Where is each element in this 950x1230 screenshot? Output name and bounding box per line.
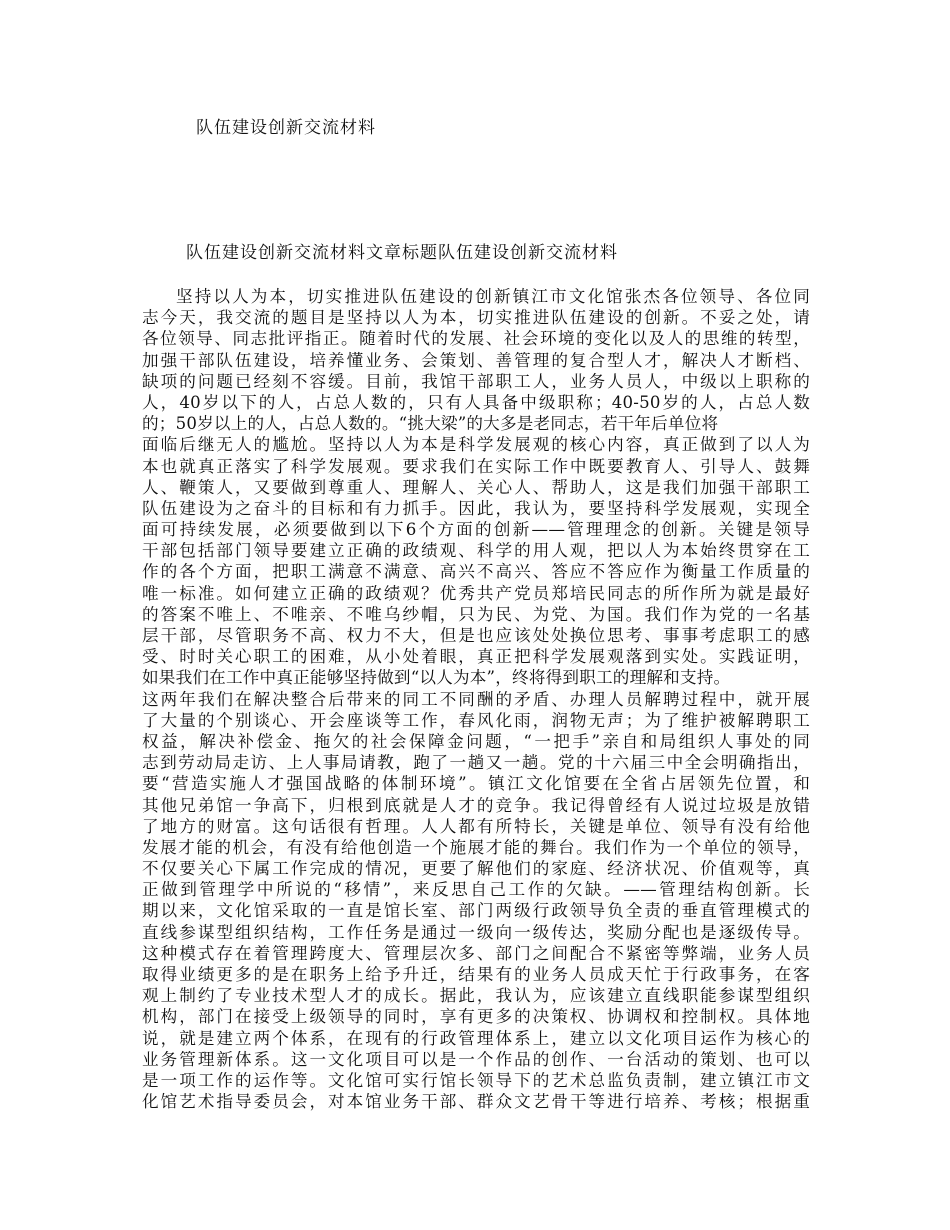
- paragraph-line: 机构，部门在接受上级领导的同时，享有更多的决策权、协调权和控制权。具体地: [142, 1007, 810, 1027]
- paragraph-line: 说，就是建立两个体系，在现有的行政管理体系上，建立以文化项目运作为核心的: [142, 1028, 810, 1048]
- paragraph-line: 志今天，我交流的题目是坚持以人为本，切实推进队伍建设的创新。不妥之处，请: [142, 308, 810, 328]
- paragraph-line: 取得业绩更多的是在职务上给予升迁，结果有的业务人员成天忙于行政事务，在客: [142, 965, 810, 984]
- paragraph-line: 受、时时关心职工的困难，从小处着眼，真正把科学发展观落到实处。实践证明，: [142, 647, 810, 667]
- paragraph-line: 层干部，尽管职务不高、权力不大，但是也应该处处换位思考、事事考虑职工的感: [142, 626, 810, 645]
- paragraph-line: 权益，解决补偿金、拖欠的社会保障金问题，“一把手”亲自和局组织人事处的同: [142, 731, 810, 751]
- paragraph-line: 加强干部队伍建设，培养懂业务、会策划、善管理的复合型人才，解决人才断档、: [142, 350, 810, 370]
- paragraph-line: 观上制约了专业技术型人才的成长。据此，我认为，应该建立直线职能参谋型组织: [142, 986, 810, 1006]
- paragraph-line: 这种模式存在着管理跨度大、管理层次多、部门之间配合不紧密等弊端，业务人员: [142, 943, 810, 963]
- paragraph-line: 正做到管理学中所说的“移情”，来反思自己工作的欠缺。——管理结构创新。长: [142, 880, 810, 900]
- paragraph-line: 了大量的个别谈心、开会座谈等工作，春风化雨，润物无声；为了维护被解聘职工: [142, 710, 810, 730]
- paragraph-line: 发展才能的机会，有没有给他创造一个施展才能的舞台。我们作为一个单位的领导，: [142, 837, 810, 857]
- paragraph-line: 人、鞭策人，又要做到尊重人、理解人、关心人、帮助人，这是我们加强干部职工: [142, 477, 810, 497]
- paragraph-line: 不仅要关心下属工作完成的情况，更要了解他们的家庭、经济状况、价值观等，真: [142, 859, 810, 879]
- paragraph-line: 本也就真正落实了科学发展观。要求我们在实际工作中既要教育人、引导人、鼓舞: [142, 456, 810, 476]
- paragraph-line: 要“营造实施人才强国战略的体制环境”。镇江文化馆要在全省占居领先位置，和: [142, 774, 810, 794]
- paragraph-line: 人，40岁以下的人，占总人数的，只有人具备中级职称；40-50岁的人，占总人数: [142, 392, 810, 412]
- paragraph-line: 的；50岁以上的人，占总人数的。“挑大梁”的大多是老同志，若干年后单位将: [142, 414, 719, 434]
- paragraph-line: 坚持以人为本，切实推进队伍建设的创新镇江市文化馆张杰各位领导、各位同: [176, 287, 810, 306]
- paragraph-line: 的答案不唯上、不唯亲、不唯乌纱帽，只为民、为党、为国。我们作为党的一名基: [142, 604, 810, 624]
- document-subtitle: 队伍建设创新交流材料文章标题队伍建设创新交流材料: [186, 243, 618, 263]
- paragraph-line: 如果我们在工作中真正能够坚持做到“以人为本”，终将得到职工的理解和支持。: [142, 668, 731, 688]
- paragraph-line: 干部包括部门领导要建立正确的政绩观、科学的用人观，把以人为本始终贯穿在工: [142, 541, 810, 561]
- paragraph-line: 面临后继无人的尴尬。坚持以人为本是科学发展观的核心内容，真正做到了以人为: [142, 435, 810, 455]
- paragraph-line: 直线参谋型组织结构，工作任务是通过一级向一级传达，奖励分配也是逐级传导。: [142, 922, 810, 942]
- paragraph-line: 期以来，文化馆采取的一直是馆长室、部门两级行政领导负全责的垂直管理模式的: [142, 901, 810, 921]
- paragraph-line: 唯一标准。如何建立正确的政绩观？优秀共产党员郑培民同志的所作所为就是最好: [142, 583, 810, 603]
- paragraph-line: 化馆艺术指导委员会，对本馆业务干部、群众文艺骨干等进行培养、考核；根据重: [142, 1092, 810, 1112]
- paragraph-line: 是一项工作的运作等。文化馆可实行馆长领导下的艺术总监负责制，建立镇江市文: [142, 1070, 810, 1090]
- paragraph-line: 作的各个方面，把职工满意不满意、高兴不高兴、答应不答应作为衡量工作质量的: [142, 562, 810, 582]
- document-body: [142, 286, 810, 1112]
- paragraph-line: 各位领导、同志批评指正。随着时代的发展、社会环境的变化以及人的思维的转型，: [142, 329, 810, 349]
- paragraph-line: 其他兄弟馆一争高下，归根到底就是人才的竞争。我记得曾经有人说过垃圾是放错: [142, 795, 810, 815]
- paragraph-line: 这两年我们在解决整合后带来的同工不同酬的矛盾、办理人员解聘过程中，就开展: [142, 689, 810, 709]
- paragraph-line: 业务管理新体系。这一文化项目可以是一个作品的创作、一台活动的策划、也可以: [142, 1049, 810, 1069]
- paragraph-line: 队伍建设为之奋斗的目标和有力抓手。因此，我认为，要坚持科学发展观，实现全: [142, 498, 810, 518]
- paragraph-line: 志到劳动局走访、上人事局请教，跑了一趟又一趟。党的十六届三中全会明确指出，: [142, 753, 810, 773]
- document-title: 队伍建设创新交流材料: [196, 118, 376, 138]
- paragraph-line: 了地方的财富。这句话很有哲理。人人都有所特长，关键是单位、领导有没有给他: [142, 816, 810, 836]
- paragraph-line: 面可持续发展，必须要做到以下6个方面的创新——管理理念的创新。关键是领导: [142, 520, 810, 540]
- paragraph-line: 缺项的问题已经刻不容缓。目前，我馆干部职工人，业务人员人，中级以上职称的: [142, 371, 810, 391]
